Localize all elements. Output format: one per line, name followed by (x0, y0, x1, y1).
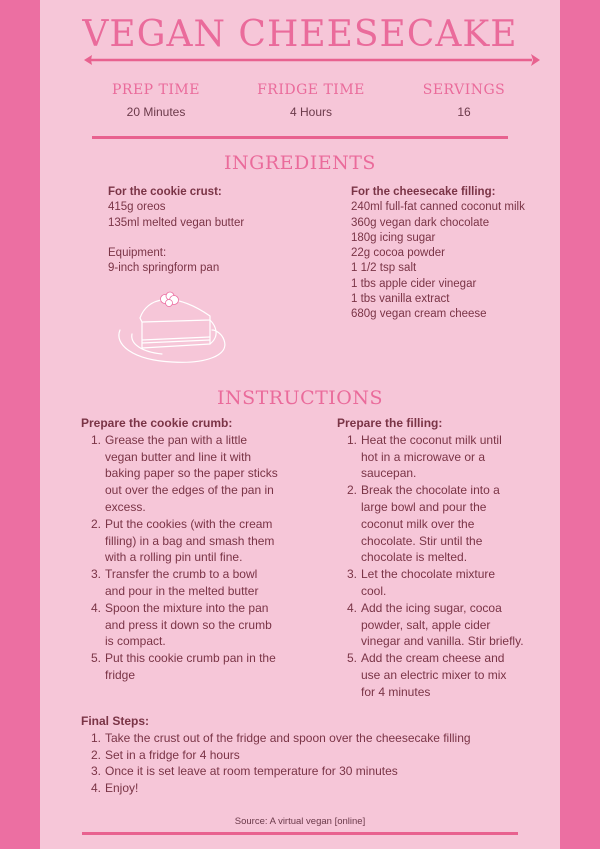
final-step: 1. Take the crust out of the fridge and spoon over the cheesecake filling (90, 730, 471, 745)
filling-item: 180g icing sugar (351, 231, 436, 244)
instructions-title: INSTRUCTIONS (216, 387, 384, 409)
footer-divider (82, 832, 518, 835)
final-step: 2. Set in a fridge for 4 hours (90, 747, 240, 762)
crust-heading: For the cookie crust: (108, 186, 222, 198)
header-divider (92, 136, 508, 139)
filling-item: 240ml full-fat canned coconut milk (351, 201, 525, 214)
final-step: 4. Enjoy! (90, 781, 139, 796)
filling-step: 4. Add the icing sugar, cocoa powder, salt, apple cider vinegar and vanilla. Stir briefly. (346, 600, 524, 649)
crumb-step: 1. Grease the pan with a little vegan butter and line it with baking paper so the paper sticks out over the edges of the pan in excess. (90, 432, 278, 514)
crumb-instructions (81, 415, 311, 684)
filling-item: 1 tbs apple cider vinegar (351, 277, 477, 290)
ingredients-title: INGREDIENTS (224, 152, 376, 174)
filling-item: 680g vegan cream cheese (351, 308, 487, 321)
left-side-band (0, 0, 40, 849)
crust-ingredients (108, 185, 318, 276)
equipment-item: 9-inch springform pan (108, 262, 220, 275)
fridge-time-label: FRIDGE TIME (257, 82, 365, 98)
filling-steps-heading: Prepare the filling: (337, 416, 443, 430)
filling-step: 5. Add the cream cheese and use an electric mixer to mix for 4 minutes (346, 651, 507, 699)
crumb-step: 5. Put this cookie crumb pan in the fridge (90, 651, 276, 682)
final-steps-list (81, 730, 541, 797)
equipment-heading: Equipment: (108, 246, 167, 259)
final-step: 3. Once it is set leave at room temperature for 30 minutes (90, 764, 398, 779)
filling-step: 2. Break the chocolate into a large bowl and pour the coconut milk over the chocolate. Stir until the chocolate is melted. (346, 483, 500, 565)
cheesecake-slice-illustration (112, 286, 237, 366)
filling-ingredients (351, 185, 561, 323)
servings-value: 16 (457, 105, 471, 119)
crust-item: 415g oreos (108, 201, 166, 214)
servings (394, 82, 534, 119)
filling-item: 1 tbs vanilla extract (351, 293, 450, 306)
filling-instructions (337, 415, 567, 701)
filling-item: 360g vegan dark chocolate (351, 216, 490, 229)
crust-item: 135ml melted vegan butter (108, 216, 245, 229)
title-underline (84, 53, 540, 67)
crumb-heading: Prepare the cookie crumb: (81, 416, 233, 430)
source-credit: Source: A virtual vegan [online] (234, 816, 366, 827)
filling-heading: For the cheesecake filling: (351, 186, 496, 198)
final-steps (81, 713, 541, 797)
crumb-step: 4. Spoon the mixture into the pan and press it down so the crumb is compact. (90, 600, 272, 649)
crumb-step: 2. Put the cookies (with the cream filling) in a bag and smash them with a rolling pin until fine. (90, 516, 275, 565)
filling-step: 1. Heat the coconut milk until hot in a microwave or a saucepan. (346, 432, 502, 481)
servings-label: SERVINGS (422, 82, 506, 98)
filling-item: 1 1/2 tsp salt (351, 262, 417, 275)
fridge-time-value: 4 Hours (289, 105, 333, 119)
recipe-title: VEGAN CHEESECAKE (82, 14, 518, 55)
crumb-step: 3. Transfer the crumb to a bowl and pour in the melted butter (90, 567, 259, 598)
filling-item: 22g cocoa powder (351, 247, 445, 260)
prep-time-label: PREP TIME (112, 82, 200, 98)
crumb-steps (81, 432, 311, 684)
fridge-time (241, 82, 381, 119)
prep-time-value: 20 Minutes (126, 105, 186, 119)
filling-steps (337, 432, 567, 701)
prep-time (86, 82, 226, 119)
filling-step: 3. Let the chocolate mixture cool. (346, 567, 496, 598)
final-steps-heading: Final Steps: (81, 714, 150, 728)
